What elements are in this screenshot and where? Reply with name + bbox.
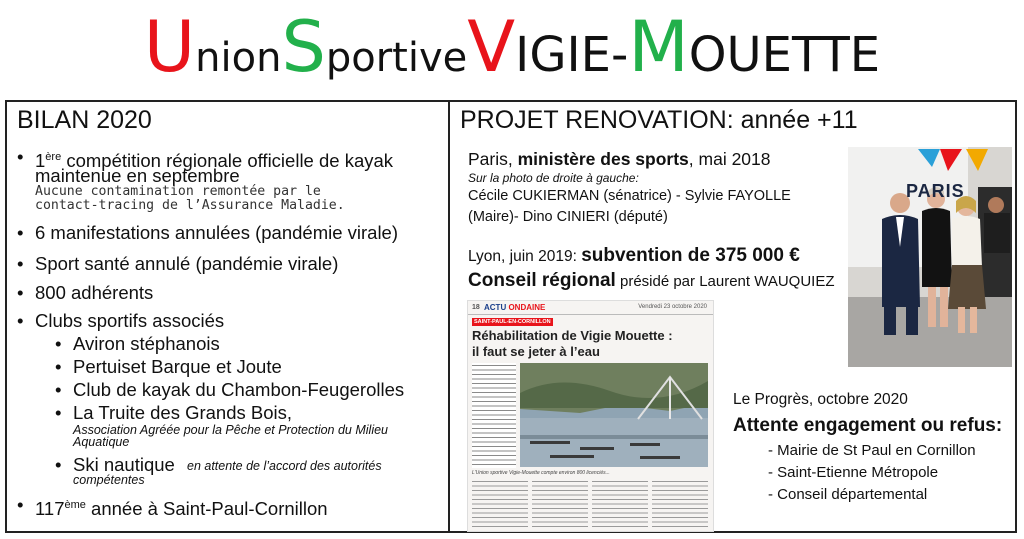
club-truite-label: La Truite des Grands Bois, [73, 402, 293, 423]
club-kayak: • Club de kayak du Chambon-Feugerolles [55, 379, 405, 400]
bilan-column [7, 102, 448, 531]
paris-date: , mai 2018 [688, 149, 771, 169]
projet-heading: PROJET RENOVATION: année +11 [460, 106, 858, 134]
news-river-photo [520, 363, 708, 467]
news-page-number: 18 [472, 304, 480, 311]
bilan-item-manifestations: • 6 manifestations annulées (pandémie virale) [17, 222, 399, 243]
kayak-ordinal-sup: ère [45, 151, 62, 163]
news-body-col3 [592, 479, 648, 529]
paris-line [468, 149, 771, 170]
lyon-prefix: Lyon, juin 2019: [468, 248, 582, 265]
attente-item-metropole: - Saint-Etienne Métropole [768, 464, 939, 481]
club-ski-note-line2: compétentes [73, 473, 145, 487]
club-ski: • Ski nautique [55, 454, 175, 475]
conseil-line [468, 270, 835, 292]
club-pertuiset: • Pertuiset Barque et Joute [55, 356, 282, 377]
projet-column [450, 102, 1017, 531]
club-truite-note-line1: Association Agréée pour la Pêche et Protection du Milieu [73, 423, 388, 437]
bilan-item-adherents: • 800 adhérents [17, 282, 154, 303]
people-line1: Cécile CUKIERMAN (sénatrice) - Sylvie FAYOLLE [468, 188, 791, 204]
bilan-item-sport-sante: • Sport santé annulé (pandémie virale) [17, 253, 339, 274]
title-word-portive: portive [325, 35, 468, 81]
news-tag: SAINT-PAUL-EN-CORNILLON [474, 319, 551, 325]
attente-item-mairie: - Mairie de St Paul en Cornillon [768, 442, 976, 459]
bilan-item-anniversary: • 117ème année à Saint-Paul-Cornillon [17, 494, 328, 520]
title-letter-m: M [628, 6, 689, 88]
news-section-a: ACTU [484, 303, 507, 312]
kayak-note-line2: contact-tracing de l’Assurance Maladie. [35, 198, 345, 213]
officials-photo-drawing [848, 147, 1012, 367]
anniversary-text: année à Saint-Paul-Cornillon [85, 498, 328, 520]
photo-caption: Sur la photo de droite à gauche: [468, 171, 639, 185]
kayak-line1: compétition régionale officielle de kayak [61, 150, 394, 172]
club-aviron: • Aviron stéphanois [55, 333, 220, 354]
bilan-item-kayak: • 1ère compétition régionale officielle de kayak [17, 146, 394, 172]
title-word-ouette: OUETTE [688, 27, 881, 83]
club-pertuiset-label: Pertuiset Barque et Joute [73, 356, 282, 377]
club-truite-note-line2: Aquatique [73, 435, 130, 449]
lyon-line [468, 245, 800, 267]
anniversary-number: 117 [35, 498, 65, 520]
officials-photo [848, 147, 1012, 367]
news-rule [468, 314, 713, 315]
conseil-regional: Conseil régional [468, 270, 616, 291]
club-ski-note-line1: en attente de l’accord des autorités [187, 459, 382, 473]
news-lead-column [472, 363, 516, 468]
news-section [484, 303, 545, 312]
title-letter-v: V [467, 6, 516, 88]
news-headline-line2: il faut se jeter à l’eau [472, 344, 600, 359]
news-body-col1 [472, 479, 528, 529]
progres-line: Le Progrès, octobre 2020 [733, 391, 908, 408]
club-kayak-label: Club de kayak du Chambon-Feugerolles [73, 379, 405, 400]
attente-heading: Attente engagement ou refus: [733, 415, 1003, 436]
photo-banner-text: PARIS [906, 181, 965, 201]
news-section-b: ONDAINE [508, 303, 546, 312]
kayak-line2: maintenue en septembre [35, 165, 240, 186]
bilan-item-clubs: • Clubs sportifs associés [17, 310, 225, 331]
page-title [0, 4, 1024, 90]
sport-sante-text: Sport santé annulé (pandémie virale) [35, 253, 339, 274]
people-line2: (Maire)- Dino CINIERI (député) [468, 209, 668, 225]
title-letter-s: S [281, 6, 326, 88]
kayak-ordinal: 1 [35, 150, 46, 172]
paris-city: Paris, [468, 149, 518, 169]
content-frame [5, 100, 1017, 533]
lyon-subvention: subvention de 375 000 € [581, 245, 800, 266]
anniversary-sup: ème [64, 499, 86, 511]
news-body-col2 [532, 479, 588, 529]
news-body-col4 [652, 479, 708, 529]
manifestations-text: 6 manifestations annulées (pandémie virale) [35, 222, 399, 243]
news-headline-line1: Réhabilitation de Vigie Mouette : [472, 328, 673, 343]
news-photo-caption: L’Union sportive Vigie-Mouette compte environ 800 licenciés... [472, 470, 610, 476]
title-word-nion: nion [195, 35, 282, 81]
attente-item-departement: - Conseil départemental [768, 486, 928, 503]
newspaper-clipping [467, 300, 714, 532]
title-word-igie: IGIE- [515, 27, 629, 83]
club-ski-label: Ski nautique [73, 454, 175, 475]
club-aviron-label: Aviron stéphanois [73, 333, 220, 354]
club-truite: • La Truite des Grands Bois, [55, 402, 293, 423]
title-letter-u: U [143, 6, 196, 88]
clubs-text: Clubs sportifs associés [35, 310, 225, 331]
conseil-president: présidé par Laurent WAUQUIEZ [615, 273, 835, 290]
paris-ministry: ministère des sports [517, 149, 689, 169]
news-date: Vendredi 23 octobre 2020 [638, 304, 707, 310]
adherents-text: 800 adhérents [35, 282, 154, 303]
bilan-heading: BILAN 2020 [17, 106, 152, 134]
kayak-note-line1: Aucune contamination remontée par le [35, 184, 321, 199]
